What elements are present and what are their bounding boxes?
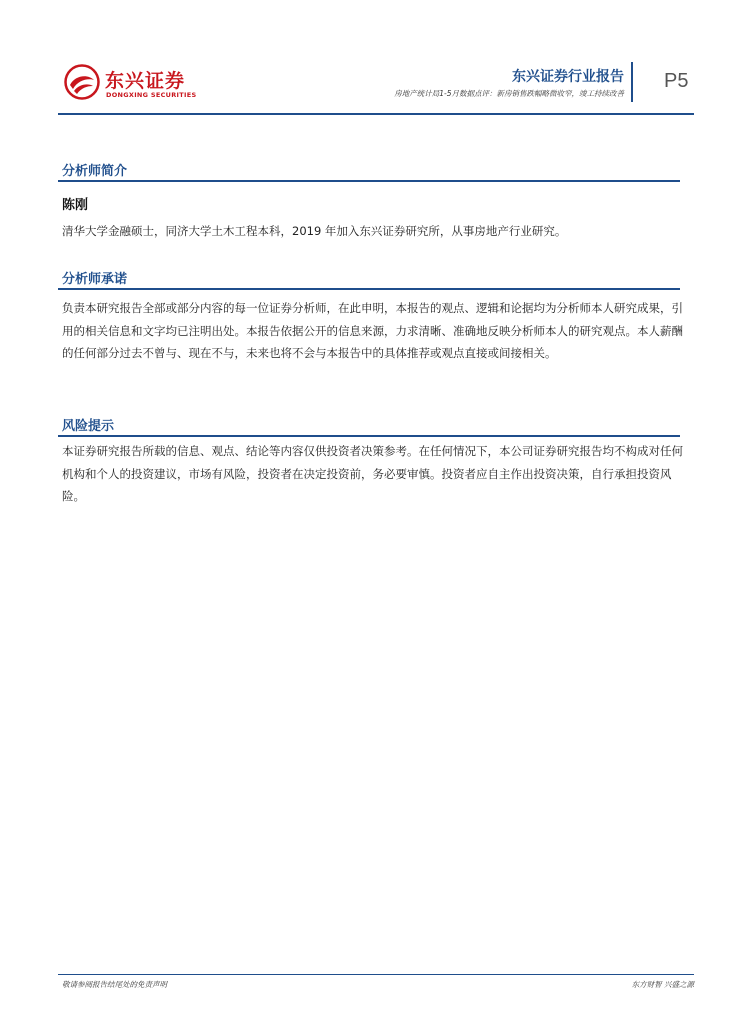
- section-rule: [58, 180, 680, 182]
- logo-chinese-name: 东兴证券: [105, 70, 186, 92]
- footer-disclaimer-note: 敬请参阅报告结尾处的免责声明: [62, 980, 167, 989]
- report-type-title: 东兴证券行业报告: [512, 69, 624, 85]
- header-divider: [631, 62, 633, 102]
- risk-text: 本证券研究报告所载的信息、观点、结论等内容仅供投资者决策参考。在任何情况下，本公司证券研究报告均不构成对任何机构和个人的投资建议，市场有风险，投资者在决定投资前，务必要审慎。投资者应自主作出投资决策，自行承担投资风险。: [62, 444, 683, 503]
- header-rule: [58, 113, 694, 115]
- logo-english-name: DONGXING SECURITIES: [106, 91, 197, 99]
- dongxing-logo-icon: [64, 64, 100, 100]
- analyst-commitment-heading: 分析师承诺: [62, 272, 128, 287]
- analyst-commitment-text: 负责本研究报告全部或部分内容的每一位证券分析师，在此申明，本报告的观点、逻辑和论据均为分析师本人研究成果，引用的相关信息和文字均已注明出处。本报告依据公开的信息来源，力求清晰、准确地反映分析师本人的研究观点。本人薪酬的任何部分过去不曾与、现在不与，未来也将不会与本报告中的具体推荐或观点直接或间接相关。: [62, 301, 683, 360]
- analyst-name: 陈刚: [62, 198, 89, 213]
- risk-heading: 风险提示: [62, 419, 115, 434]
- footer-slogan: 东方财智 兴盛之源: [631, 980, 694, 989]
- section-rule: [58, 435, 680, 437]
- section-rule: [58, 288, 680, 290]
- company-logo: [64, 64, 254, 104]
- analyst-bio: 清华大学金融硕士，同济大学土木工程本科，2019 年加入东兴证券研究所，从事房地产行业研究。: [62, 224, 567, 238]
- footer-rule: [58, 974, 694, 975]
- analyst-intro-heading: 分析师简介: [62, 164, 128, 179]
- report-subtitle: 房地产统计局1-5月数据点评：新房销售跌幅略微收窄，竣工持续改善: [394, 89, 624, 98]
- page-header: [58, 62, 694, 112]
- page-number: P5: [664, 70, 689, 92]
